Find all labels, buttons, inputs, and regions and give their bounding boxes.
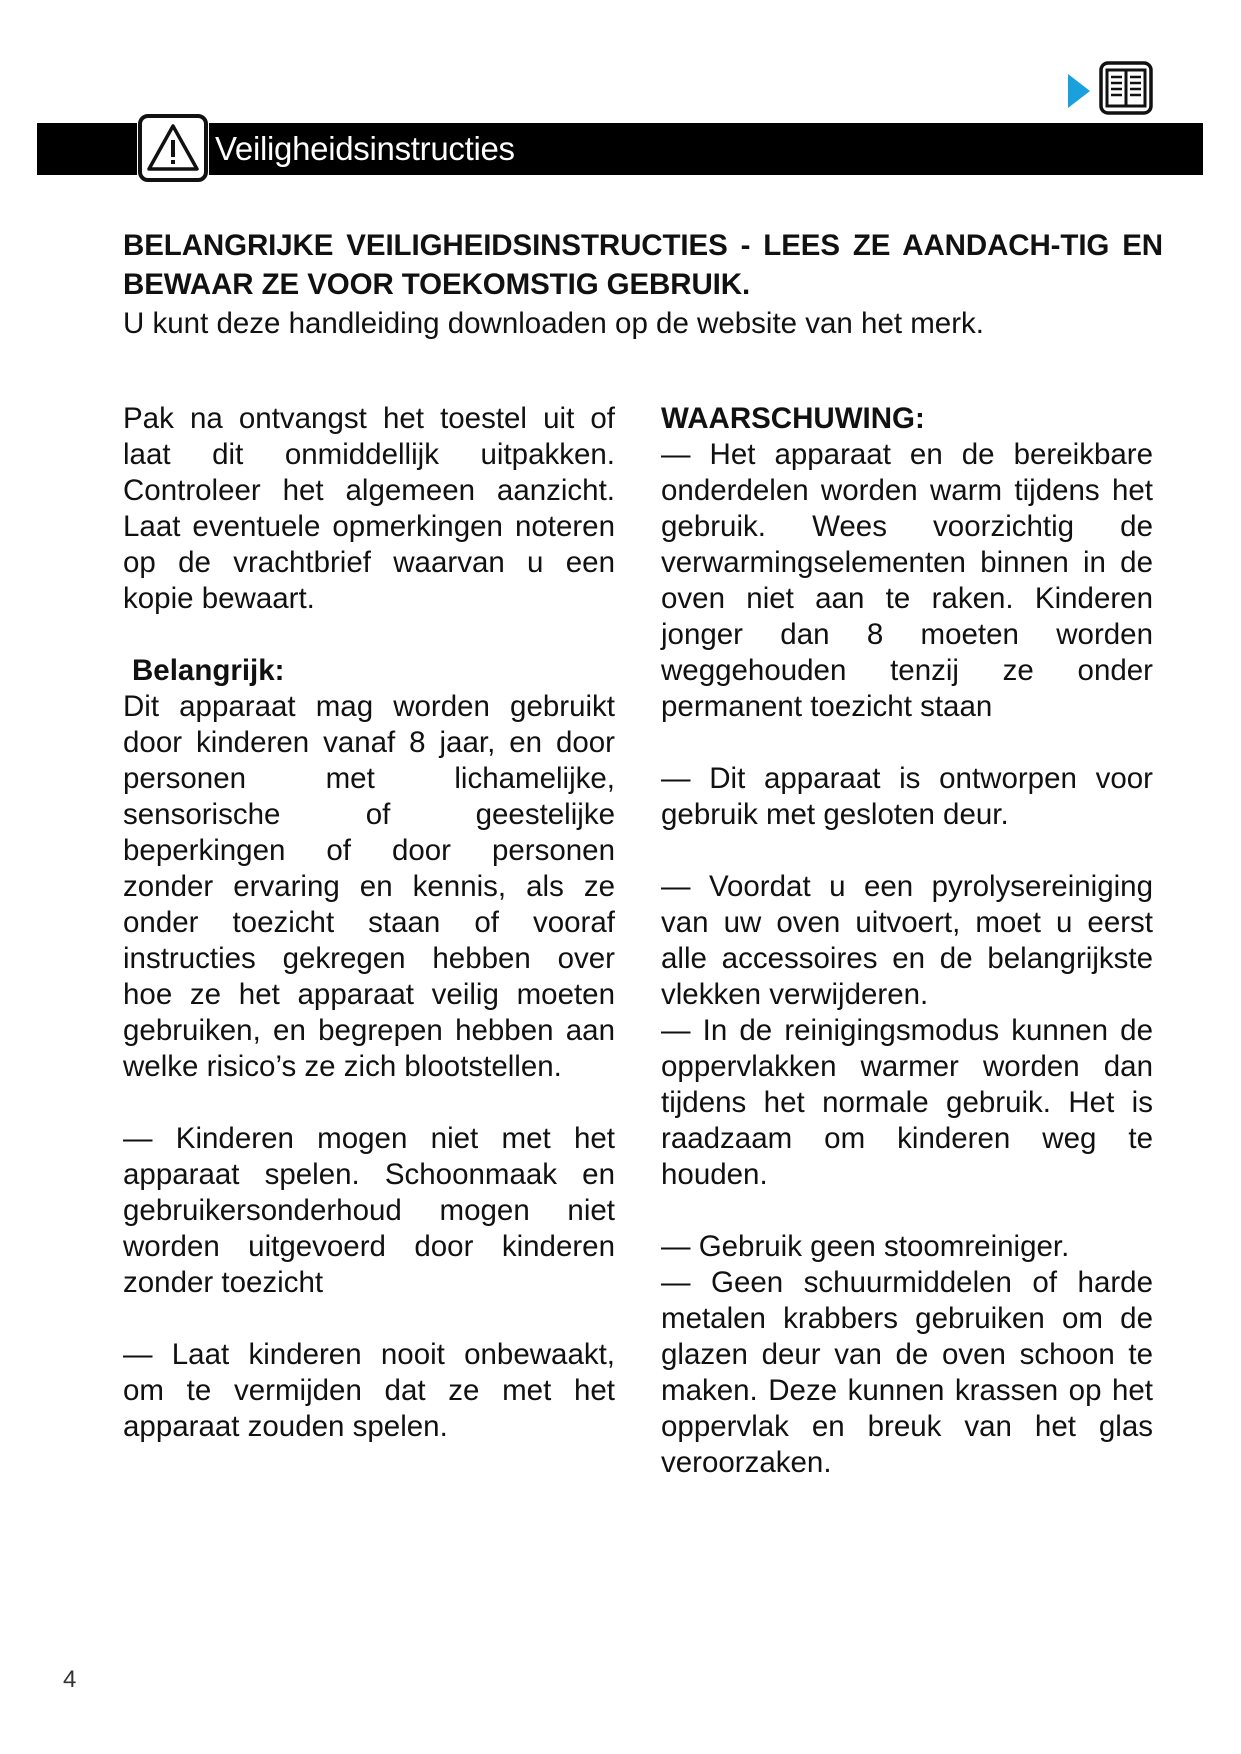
children-unattended-paragraph: — Laat kinderen nooit onbewaakt, om te vermijden dat ze met het apparaat zouden spelen. [123, 1338, 615, 1443]
download-note: U kunt deze handleiding downloaden op de website van het merk. [123, 307, 984, 340]
right-column [661, 401, 1153, 1481]
warning-triangle-icon [137, 113, 209, 183]
important-heading: Belangrijk: [132, 654, 285, 687]
book-icon[interactable] [1098, 60, 1154, 116]
pyrolysis-paragraph: — Voordat u een pyrolysereiniging van uw oven uitvoert, moet u eerst alle accessoires en de belangrijkste vlekken verwijderen. [661, 870, 1153, 1011]
left-column [123, 401, 615, 1445]
top-navigation [1064, 60, 1164, 120]
closed-door-paragraph: — Dit apparaat is ontworpen voor gebruik met gesloten deur. [661, 762, 1153, 831]
arrow-right-icon[interactable] [1068, 74, 1090, 108]
steam-cleaner-paragraph: — Gebruik geen stoomreiniger. [661, 1230, 1070, 1263]
cleaning-mode-paragraph: — In de reinigingsmodus kunnen de oppervlakken warmer worden dan tijdens het normale gebruik. Het is raadzaam om kinderen weg te houden. [661, 1014, 1153, 1191]
warning-heading: WAARSCHUWING: [661, 402, 925, 435]
section-header-bar [37, 123, 1203, 175]
abrasives-paragraph: — Geen schuurmiddelen of harde metalen krabbers gebruiken om de glazen deur van de oven schoon te maken. Deze kunnen krassen op het oppervlak en breuk van het glas veroorzaken. [661, 1266, 1153, 1479]
section-title: Veiligheidsinstructies [215, 130, 515, 167]
unpacking-paragraph: Pak na ontvangst het toestel uit of laat dit onmiddellijk uitpakken. Controleer het algemeen aanzicht. Laat eventuele opmerkingen noteren op de vrachtbrief waarvan u een kopie bewaart. [123, 402, 615, 615]
page-number: 4 [63, 1666, 77, 1693]
hot-parts-paragraph: — Het apparaat en de bereikbare onderdelen worden warm tijdens het gebruik. Wees voorzichtig de verwarmingselementen binnen in de oven niet aan te raken. Kinderen jonger dan 8 moeten worden weggehouden tenzij ze onder permanent toezicht staan [661, 438, 1153, 723]
warning-icon-frame [137, 113, 209, 183]
children-usage-paragraph: Dit apparaat mag worden gebruikt door kinderen vanaf 8 jaar, en door personen met lichamelijke, sensorische of geestelijke beperkingen of door personen zonder ervaring en kennis, als ze onder toezicht staan of vooraf instructies gekregen hebben over hoe ze het apparaat veilig moeten gebruiken, en begrepen hebben aan welke risico’s ze zich blootstellen. [123, 690, 615, 1083]
intro-section [123, 226, 1163, 344]
children-play-paragraph: — Kinderen mogen niet met het apparaat spelen. Schoonmaak en gebruikersonderhoud mogen niet worden uitgevoerd door kinderen zonder toezicht [123, 1122, 615, 1299]
important-safety-heading: BELANGRIJKE VEILIGHEIDSINSTRUCTIES - LEES ZE AANDACH-TIG EN BEWAAR ZE VOOR TOEKOMSTIG GEBRUIK. [123, 229, 1163, 301]
